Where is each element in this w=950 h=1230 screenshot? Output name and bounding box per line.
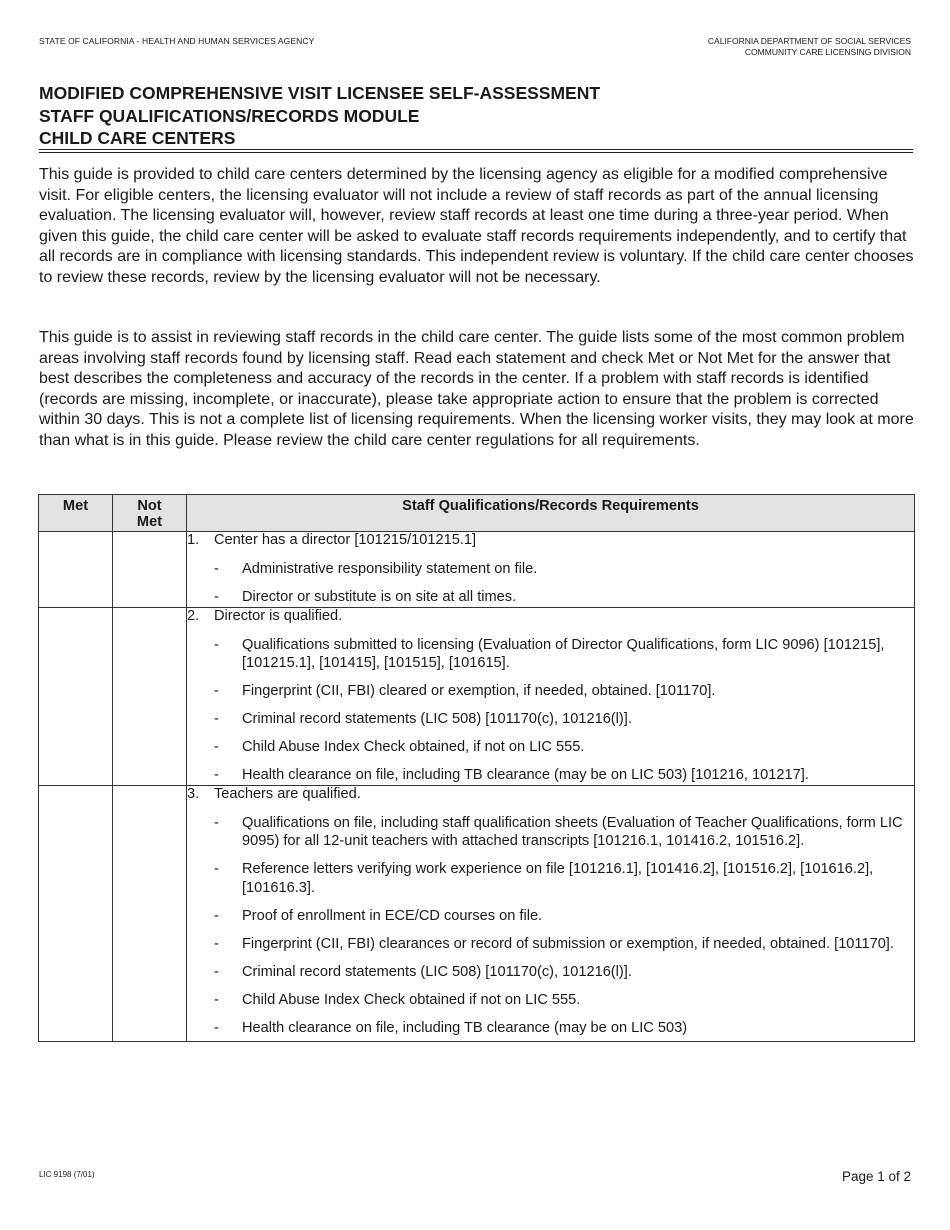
requirement-subitem (187, 935, 914, 954)
table-row (39, 532, 915, 608)
subitem-text: Criminal record statements (LIC 508) [101170(c), 101216(l)]. (242, 963, 632, 980)
not-met-header-line-1: Not (137, 498, 162, 514)
requirement-subitem (187, 682, 914, 701)
requirement-subitem (187, 710, 914, 729)
subitem-text: Child Abuse Index Check obtained, if not on LIC 555. (242, 739, 585, 755)
requirements-table (38, 494, 915, 1042)
bullet-dash: - (214, 935, 219, 952)
not-met-checkbox-cell[interactable] (113, 785, 187, 1042)
department-name: CALIFORNIA DEPARTMENT OF SOCIAL SERVICES (707, 36, 911, 46)
requirement-heading (187, 608, 914, 625)
met-column-header: Met (39, 495, 113, 532)
not-met-column-header (113, 495, 187, 532)
bullet-dash: - (214, 683, 219, 699)
bullet-dash: - (214, 636, 219, 653)
requirement-title: Teachers are qualified. (214, 785, 361, 802)
title-line-2: STAFF QUALIFICATIONS/RECORDS MODULE (39, 105, 420, 126)
table-row (39, 785, 915, 1042)
requirement-subitem (187, 991, 914, 1010)
not-met-header-line-2: Met (136, 513, 163, 530)
met-checkbox-cell[interactable] (39, 532, 113, 608)
subitem-text: Proof of enrollment in ECE/CD courses on file. (242, 907, 543, 924)
requirement-subitem (187, 1019, 914, 1038)
requirement-subitem (187, 814, 914, 851)
subitem-text: Health clearance on file, including TB clearance (may be on LIC 503) [101216, 101217]. (242, 767, 809, 783)
met-checkbox-cell[interactable] (39, 607, 113, 785)
division-name: COMMUNITY CARE LICENSING DIVISION (744, 47, 911, 57)
requirement-subitem (187, 636, 914, 673)
bullet-dash: - (214, 861, 219, 877)
requirement-subitem (187, 766, 914, 785)
subitem-text: Fingerprint (CII, FBI) clearances or record of submission or exemption, if needed, obtained. [101170]. (242, 935, 894, 952)
title-line-3: CHILD CARE CENTERS (39, 128, 236, 148)
not-met-checkbox-cell[interactable] (113, 532, 187, 608)
bullet-dash: - (214, 963, 219, 980)
form-id: LIC 9198 (7/01) (39, 1170, 95, 1179)
title-divider-bottom (39, 152, 913, 153)
table-row (39, 607, 915, 785)
agency-header: STATE OF CALIFORNIA - HEALTH AND HUMAN SERVICES AGENCY (39, 36, 315, 46)
not-met-checkbox-cell[interactable] (113, 607, 187, 785)
requirement-subitem (187, 860, 914, 897)
subitem-text: Director or substitute is on site at all times. (242, 589, 517, 605)
subitem-text: Child Abuse Index Check obtained if not on LIC 555. (242, 991, 581, 1008)
document-title (39, 82, 600, 150)
requirement-subitem (187, 588, 914, 607)
intro-paragraph-2: This guide is to assist in reviewing staff records in the child care center. The guide lists some of the most common problem areas involving staff records found by licensing staff. Read each statement and check Met or Not Met for the answer that best describes the completeness and accuracy of the records in the center. If a problem with staff records is identified (records are missing, incomplete, or inaccurate), please take appropriate action to ensure that the problem is corrected within 30 days. This is not a complete list of licensing requirements. When the licensing worker visits, they may look at more than what is in this guide. Please review the child care center regulations for all requirements. (39, 329, 914, 449)
bullet-dash: - (214, 814, 219, 831)
department-header (708, 36, 911, 58)
subitem-text: Administrative responsibility statement on file. (242, 561, 538, 577)
requirement-subitem (187, 560, 914, 579)
bullet-dash: - (214, 711, 219, 727)
bullet-dash: - (214, 1019, 219, 1036)
requirement-heading (187, 786, 914, 803)
requirement-subitem (187, 738, 914, 757)
subitem-text: Health clearance on file, including TB clearance (may be on LIC 503) (242, 1019, 688, 1036)
requirement-number: 1. (187, 532, 200, 548)
bullet-dash: - (214, 767, 219, 783)
page-number: Page 1 of 2 (841, 1169, 911, 1184)
subitem-text: Fingerprint (CII, FBI) cleared or exemption, if needed, obtained. [101170]. (242, 683, 716, 699)
requirement-title: Director is qualified. (214, 607, 343, 624)
title-divider-top (39, 149, 913, 150)
requirement-subitem (187, 963, 914, 982)
met-checkbox-cell[interactable] (39, 785, 113, 1042)
bullet-dash: - (214, 907, 219, 924)
title-line-1: MODIFIED COMPREHENSIVE VISIT LICENSEE SELF-ASSESSMENT (39, 83, 601, 103)
requirement-number: 3. (187, 785, 200, 802)
subitem-text: Criminal record statements (LIC 508) [101170(c), 101216(l)]. (242, 711, 632, 727)
bullet-dash: - (214, 589, 219, 605)
requirement-subitem (187, 907, 914, 926)
requirement-cell (187, 532, 915, 608)
subitem-text: Reference letters verifying work experience on file [101216.1], [101416.2], [101516.2], [101616.2], [101616.3]. (242, 861, 874, 896)
requirement-heading (187, 532, 914, 549)
requirement-cell (187, 785, 915, 1042)
bullet-dash: - (214, 991, 219, 1008)
intro-paragraph-1: This guide is provided to child care centers determined by the licensing agency as eligible for a modified comprehensive visit. For eligible centers, the licensing evaluator will not include a review of staff records as part of the annual licensing evaluation. The licensing evaluator will, however, review staff records at least one time during a three-year period. When given this guide, the child care center will be asked to evaluate staff records requirements independently, and to certify that all records are in compliance with licensing standards. This independent review is voluntary. If the child care center chooses to review these records, review by the licensing evaluator will not be necessary. (39, 166, 914, 286)
subitem-text: Qualifications on file, including staff qualification sheets (Evaluation of Teacher Qualifications, form LIC 9095) for all 12-unit teachers with attached transcripts [101216.1, 101416.2, 101516.2]. (242, 814, 903, 849)
subitem-text: Qualifications submitted to licensing (Evaluation of Director Qualifications, form LIC 9096) [101215], [101215.1], [101415], [101515], [101615]. (242, 636, 885, 671)
requirements-column-header: Staff Qualifications/Records Requirements (187, 495, 915, 532)
requirement-number: 2. (187, 607, 200, 624)
requirement-cell (187, 607, 915, 785)
bullet-dash: - (214, 561, 219, 577)
table-header-row (39, 495, 915, 532)
bullet-dash: - (214, 739, 219, 755)
requirement-title: Center has a director [101215/101215.1] (214, 532, 477, 548)
